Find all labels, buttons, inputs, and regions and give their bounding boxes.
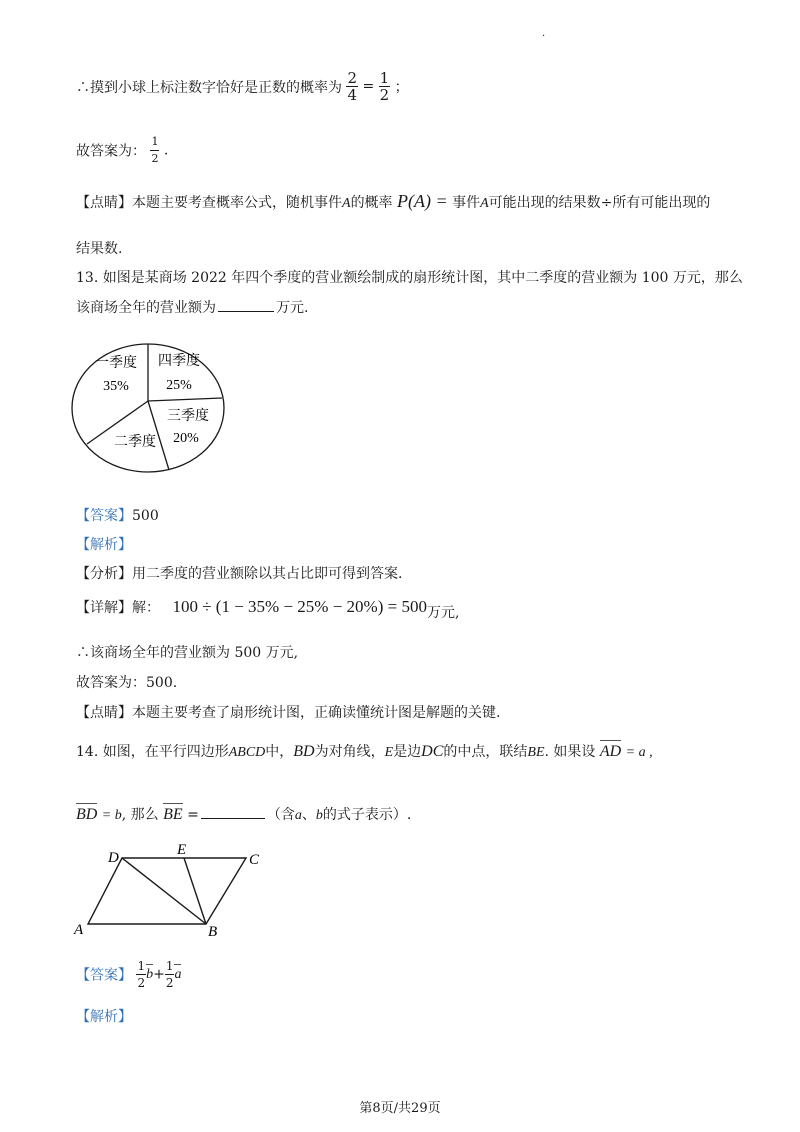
- vector-b: b: [146, 966, 154, 982]
- analysis-tag-14: 【解析】: [76, 1009, 132, 1025]
- point-e: E: [384, 745, 394, 760]
- fraction-denominator: 4: [347, 86, 357, 104]
- pie-chart: [70, 340, 234, 474]
- comment-text: 事件: [452, 195, 481, 211]
- slice-label-q4: 四季度: [158, 354, 200, 369]
- question-text: 该商场全年的营业额为: [76, 300, 216, 316]
- probability-line: [76, 70, 409, 103]
- vector-ad: AD: [599, 743, 622, 760]
- question-text: . 如果设: [544, 744, 596, 760]
- fenxi-tag: 【分析】: [76, 566, 132, 582]
- slice-value-q4: 25%: [166, 378, 192, 393]
- variable-a: A: [480, 196, 489, 211]
- fraction-denominator: 2: [137, 976, 146, 990]
- diagonal-bd: [122, 858, 206, 924]
- comment-text: 的概率: [350, 195, 393, 211]
- question-text: 中，: [265, 744, 294, 760]
- slice-label-q2: 二季度: [114, 435, 156, 450]
- label-b: B: [208, 924, 218, 940]
- slice-label-q3: 三季度: [167, 409, 209, 424]
- answer-line-12: [76, 134, 168, 167]
- fraction-one-half: [165, 958, 175, 991]
- plus-sign: +: [153, 966, 165, 983]
- fraction-denominator: 2: [379, 86, 390, 104]
- variable-a: A: [342, 196, 351, 211]
- detail-13: [76, 597, 460, 621]
- detail-lead: 解：: [132, 600, 160, 616]
- calculation-formula: 100 ÷ (1 − 35% − 25% − 20%) = 500: [172, 597, 427, 616]
- probability-formula: P(A) =: [397, 191, 448, 211]
- question-text: 的中点，联结: [443, 744, 528, 760]
- header-mark: .: [542, 28, 546, 39]
- answer-tag: 【答案】: [76, 508, 132, 524]
- question-text: 万元.: [276, 300, 309, 316]
- segment-bd: BD: [293, 743, 315, 760]
- parallelogram-name: ABCD: [228, 745, 266, 760]
- fraction-numerator: 2: [347, 69, 357, 87]
- question-text: 14. 如图，在平行四边形: [76, 744, 229, 760]
- detail-tag: 【详解】: [76, 600, 132, 616]
- formula-unit: 万元,: [426, 605, 460, 621]
- segment-dc: DC: [421, 743, 444, 760]
- dianjing-text: 本题主要考查了扇形统计图，正确读懂统计图是解题的关键.: [132, 705, 501, 721]
- page-number: 第8页/共29页: [359, 1101, 441, 1116]
- comment-tag: 【点睛】: [76, 195, 132, 211]
- slice-label-q1: 一季度: [95, 356, 137, 371]
- label-d: D: [108, 850, 119, 866]
- probability-text: ∴摸到小球上标注数字恰好是正数的概率为: [76, 79, 342, 96]
- fenxi-13: [76, 563, 402, 583]
- dianjing-tag: 【点睛】: [76, 705, 132, 721]
- label-e: E: [177, 842, 187, 858]
- dianjing-13: [76, 702, 500, 722]
- punctuation: ；: [394, 79, 409, 96]
- question-text: 的式子表示）.: [322, 807, 412, 823]
- equals-sign: =: [362, 78, 375, 95]
- answer-lead: 故答案为：: [76, 143, 146, 160]
- fraction-one-half: [150, 134, 159, 167]
- comment-12: [76, 191, 710, 212]
- comment-text: 本题主要考查概率公式，随机事件: [132, 195, 342, 211]
- vector-bd: BD: [76, 806, 98, 823]
- punctuation: .: [163, 142, 169, 159]
- answer-tag: 【答案】: [76, 967, 132, 984]
- slice-value-q3: 20%: [173, 431, 199, 446]
- comment-text: 可能出现的结果数÷所有可能出现的: [488, 195, 711, 211]
- equals-sign: =: [187, 807, 199, 823]
- comment-12-line2: 结果数.: [76, 241, 123, 257]
- fraction-numerator: 1: [379, 69, 390, 87]
- equals-b: = b: [101, 808, 122, 823]
- fraction-denominator: 2: [165, 976, 174, 990]
- fraction-two-fourths: [346, 70, 358, 103]
- answer-value: 500: [132, 508, 159, 524]
- segment-be-line: [184, 858, 206, 924]
- answer-13: [76, 505, 159, 525]
- vector-be: BE: [163, 806, 183, 823]
- question-13-line2: [76, 297, 308, 317]
- fraction-numerator: 1: [165, 959, 174, 973]
- label-c: C: [249, 852, 260, 868]
- question-text: 是边: [393, 744, 422, 760]
- answer-14: [76, 958, 181, 991]
- question-text: （含: [266, 807, 295, 823]
- fraction-one-half: [379, 70, 391, 103]
- final-13: 故答案为：500.: [76, 675, 178, 691]
- variable-a: a: [294, 808, 302, 823]
- equals-a: = a ,: [625, 745, 653, 760]
- question-14-line1: [76, 741, 653, 761]
- question-14-line2: [76, 804, 411, 824]
- question-text: 为对角线，: [314, 744, 385, 760]
- parallelogram-figure: [70, 842, 270, 942]
- divider-q4-q3: [148, 398, 222, 401]
- question-13-line1: 13. 如图是某商场 2022 年四个季度的营业额绘制成的扇形统计图，其中二季度的营业额为 100 万元，那么: [76, 270, 743, 286]
- separator: 、: [301, 807, 316, 823]
- answer-blank: [218, 311, 274, 312]
- fenxi-text: 用二季度的营业额除以其占比即可得到答案.: [132, 566, 403, 582]
- parallelogram-outline: [88, 858, 246, 924]
- fraction-numerator: 1: [137, 959, 146, 973]
- variable-b: b: [315, 808, 323, 823]
- fraction-one-half: [136, 958, 146, 991]
- vector-a: a: [174, 966, 182, 982]
- fraction-denominator: 2: [151, 152, 159, 165]
- question-text: , 那么: [121, 807, 159, 823]
- label-a: A: [74, 922, 84, 938]
- answer-blank: [201, 818, 265, 819]
- fraction-numerator: 1: [150, 134, 159, 151]
- segment-be: BE: [527, 745, 545, 760]
- analysis-tag-13: 【解析】: [76, 537, 132, 553]
- conclusion-13: ∴该商场全年的营业额为 500 万元,: [76, 645, 299, 661]
- slice-value-q1: 35%: [103, 379, 129, 394]
